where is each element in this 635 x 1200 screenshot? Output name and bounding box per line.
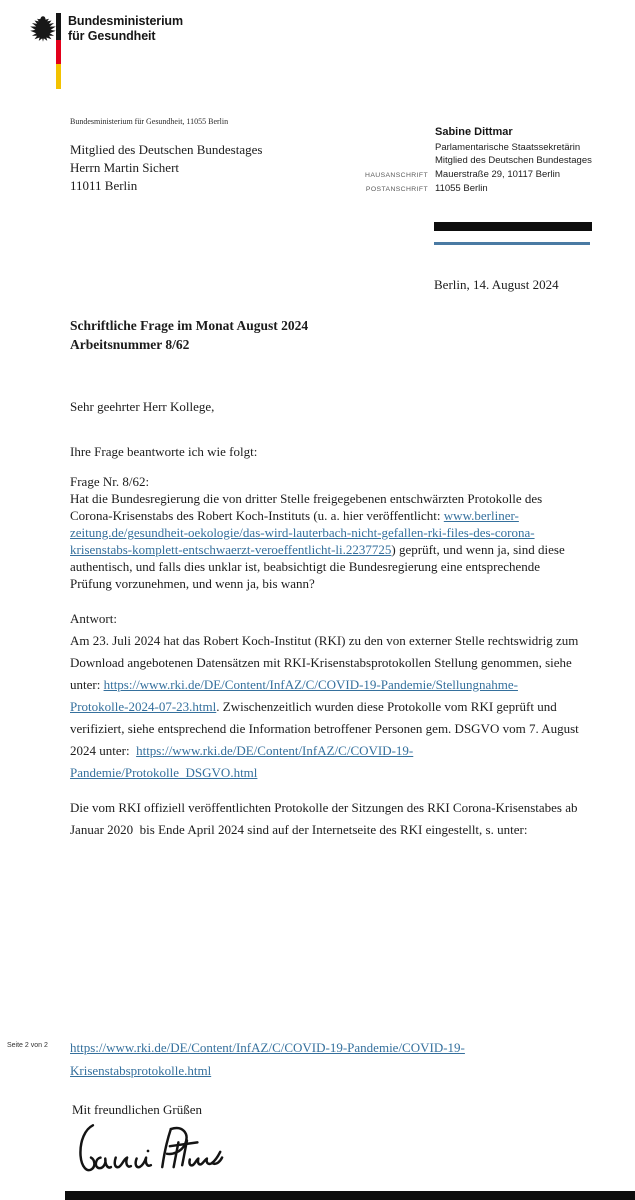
text-segment: . Zwischenzeitlich wurden diese Protokolle vom RKI geprüft und	[216, 699, 557, 714]
value-hausanschrift: Mauerstraße 29, 10117 Berlin	[435, 169, 560, 180]
hyperlink[interactable]: Pandemie/Protokolle_DSGVO.html	[70, 765, 258, 780]
separator-line	[434, 242, 590, 245]
text-segment: Frage Nr. 8/62:	[70, 474, 150, 489]
paragraph-protokolle	[70, 797, 577, 841]
paragraph-frage	[70, 473, 565, 592]
text-segment: Hat die Bundesregierung die von dritter Stelle freigegebenen entschwärzten Protokolle des	[70, 491, 543, 506]
redaction-bar	[65, 1191, 635, 1200]
text-line	[70, 652, 579, 674]
text-line	[70, 558, 565, 575]
ministry-logo-text	[68, 14, 183, 44]
subject-block	[70, 316, 308, 354]
hyperlink[interactable]: Protokolle-2024-07-23.html	[70, 699, 217, 714]
page-number-label: Seite 2 von 2	[7, 1042, 48, 1049]
text-line	[70, 490, 565, 507]
text-segment: unter:	[70, 677, 104, 692]
text-segment: Prüfung vorzunehmen, und wenn ja, bis wann?	[70, 576, 315, 591]
text-line	[70, 473, 565, 490]
contact-role-2: Mitglied des Deutschen Bundestages	[435, 155, 592, 166]
text-segment: 2024 unter:	[70, 743, 137, 758]
sender-return-address: Bundesministerium für Gesundheit, 11055 Berlin	[70, 117, 229, 126]
text-segment: Download angebotenen Datensätzen mit RKI-Krisenstabsprotokollen Stellung genommen, siehe	[70, 655, 572, 670]
dateline: Berlin, 14. August 2024	[434, 277, 559, 292]
text-segment: authentisch, und falls dies unklar ist, beabsichtigt die Bundesregierung eine entsprechende	[70, 559, 541, 574]
text-line	[70, 608, 579, 630]
federal-eagle-icon	[26, 13, 60, 45]
hyperlink[interactable]: https://www.rki.de/DE/Content/InfAZ/C/COVID-19-Pandemie/Stellungnahme-	[103, 677, 518, 692]
text-line	[70, 674, 579, 696]
recipient-line3: 11011 Berlin	[70, 178, 138, 193]
intro-line: Ihre Frage beantworte ich wie folgt:	[70, 444, 258, 459]
text-line	[70, 797, 577, 819]
text-segment: ) geprüft, und wenn ja, sind diese	[391, 542, 565, 557]
ministry-name-line1: Bundesministerium	[68, 14, 183, 28]
signature-icon	[72, 1118, 224, 1182]
recipient-line2: Herrn Martin Sichert	[70, 160, 180, 175]
value-postanschrift: 11055 Berlin	[435, 183, 488, 194]
label-postanschrift: POSTANSCHRIFT	[365, 186, 428, 193]
text-segment: Corona-Krisenstabs des Robert Koch-Instituts (u. a. hier veröffentlicht:	[70, 508, 444, 523]
hyperlink[interactable]: zeitung.de/gesundheit-oekologie/das-wird-lauterbach-nicht-gefallen-rki-files-des-corona-	[70, 525, 535, 540]
redaction-bar	[434, 222, 592, 231]
flag-stripe-black	[56, 13, 61, 40]
text-line	[70, 696, 579, 718]
text-line	[70, 740, 579, 762]
hyperlink[interactable]: https://www.rki.de/DE/Content/InfAZ/C/COVID-19-Pandemie/COVID-19-	[70, 1040, 465, 1055]
subject-line2: Arbeitsnummer 8/62	[70, 337, 190, 352]
text-line	[70, 575, 565, 592]
text-line	[70, 541, 565, 558]
recipient-address	[70, 141, 262, 195]
text-segment: Am 23. Juli 2024 hat das Robert Koch-Institut (RKI) zu den von externer Stelle rechtswidrig zum	[70, 633, 579, 648]
text-segment: Die vom RKI offiziell veröffentlichten Protokolle der Sitzungen des RKI Corona-Krisenstabes ab	[70, 800, 578, 815]
flag-stripe-gold	[56, 64, 61, 89]
hyperlink[interactable]: www.berliner-	[443, 508, 519, 523]
contact-role-1: Parlamentarische Staatssekretärin	[435, 142, 581, 153]
salutation: Sehr geehrter Herr Kollege,	[70, 399, 215, 414]
closing-line: Mit freundlichen Grüßen	[72, 1102, 202, 1117]
hyperlink[interactable]: https://www.rki.de/DE/Content/InfAZ/C/COVID-19-	[136, 743, 414, 758]
flag-stripe	[56, 13, 61, 89]
flag-stripe-red	[56, 40, 61, 64]
text-line	[70, 1036, 465, 1059]
hyperlink[interactable]: Krisenstabsprotokolle.html	[70, 1063, 212, 1078]
text-segment: Antwort:	[70, 611, 117, 626]
label-hausanschrift: HAUSANSCHRIFT	[365, 172, 428, 179]
text-segment: verifiziert, siehe entsprechend die Information betroffener Personen gem. DSGVO vom 7. August	[70, 721, 579, 736]
hyperlink[interactable]: krisenstabs-komplett-entschwaerzt-veroeffentlicht-li.2237725	[70, 542, 392, 557]
text-segment: Januar 2020 bis Ende April 2024 sind auf der Internetseite des RKI eingestellt, s. unter:	[70, 822, 528, 837]
text-line	[70, 718, 579, 740]
ministry-name-line2: für Gesundheit	[68, 29, 156, 43]
text-line	[70, 630, 579, 652]
text-line	[70, 507, 565, 524]
text-line	[70, 1059, 465, 1082]
recipient-line1: Mitglied des Deutschen Bundestages	[70, 142, 263, 157]
subject-line1: Schriftliche Frage im Monat August 2024	[70, 318, 309, 333]
text-line	[70, 524, 565, 541]
text-line	[70, 762, 579, 784]
paragraph-antwort	[70, 608, 579, 784]
paragraph-page2-link	[70, 1036, 465, 1082]
text-line	[70, 819, 577, 841]
contact-name: Sabine Dittmar	[435, 126, 513, 138]
